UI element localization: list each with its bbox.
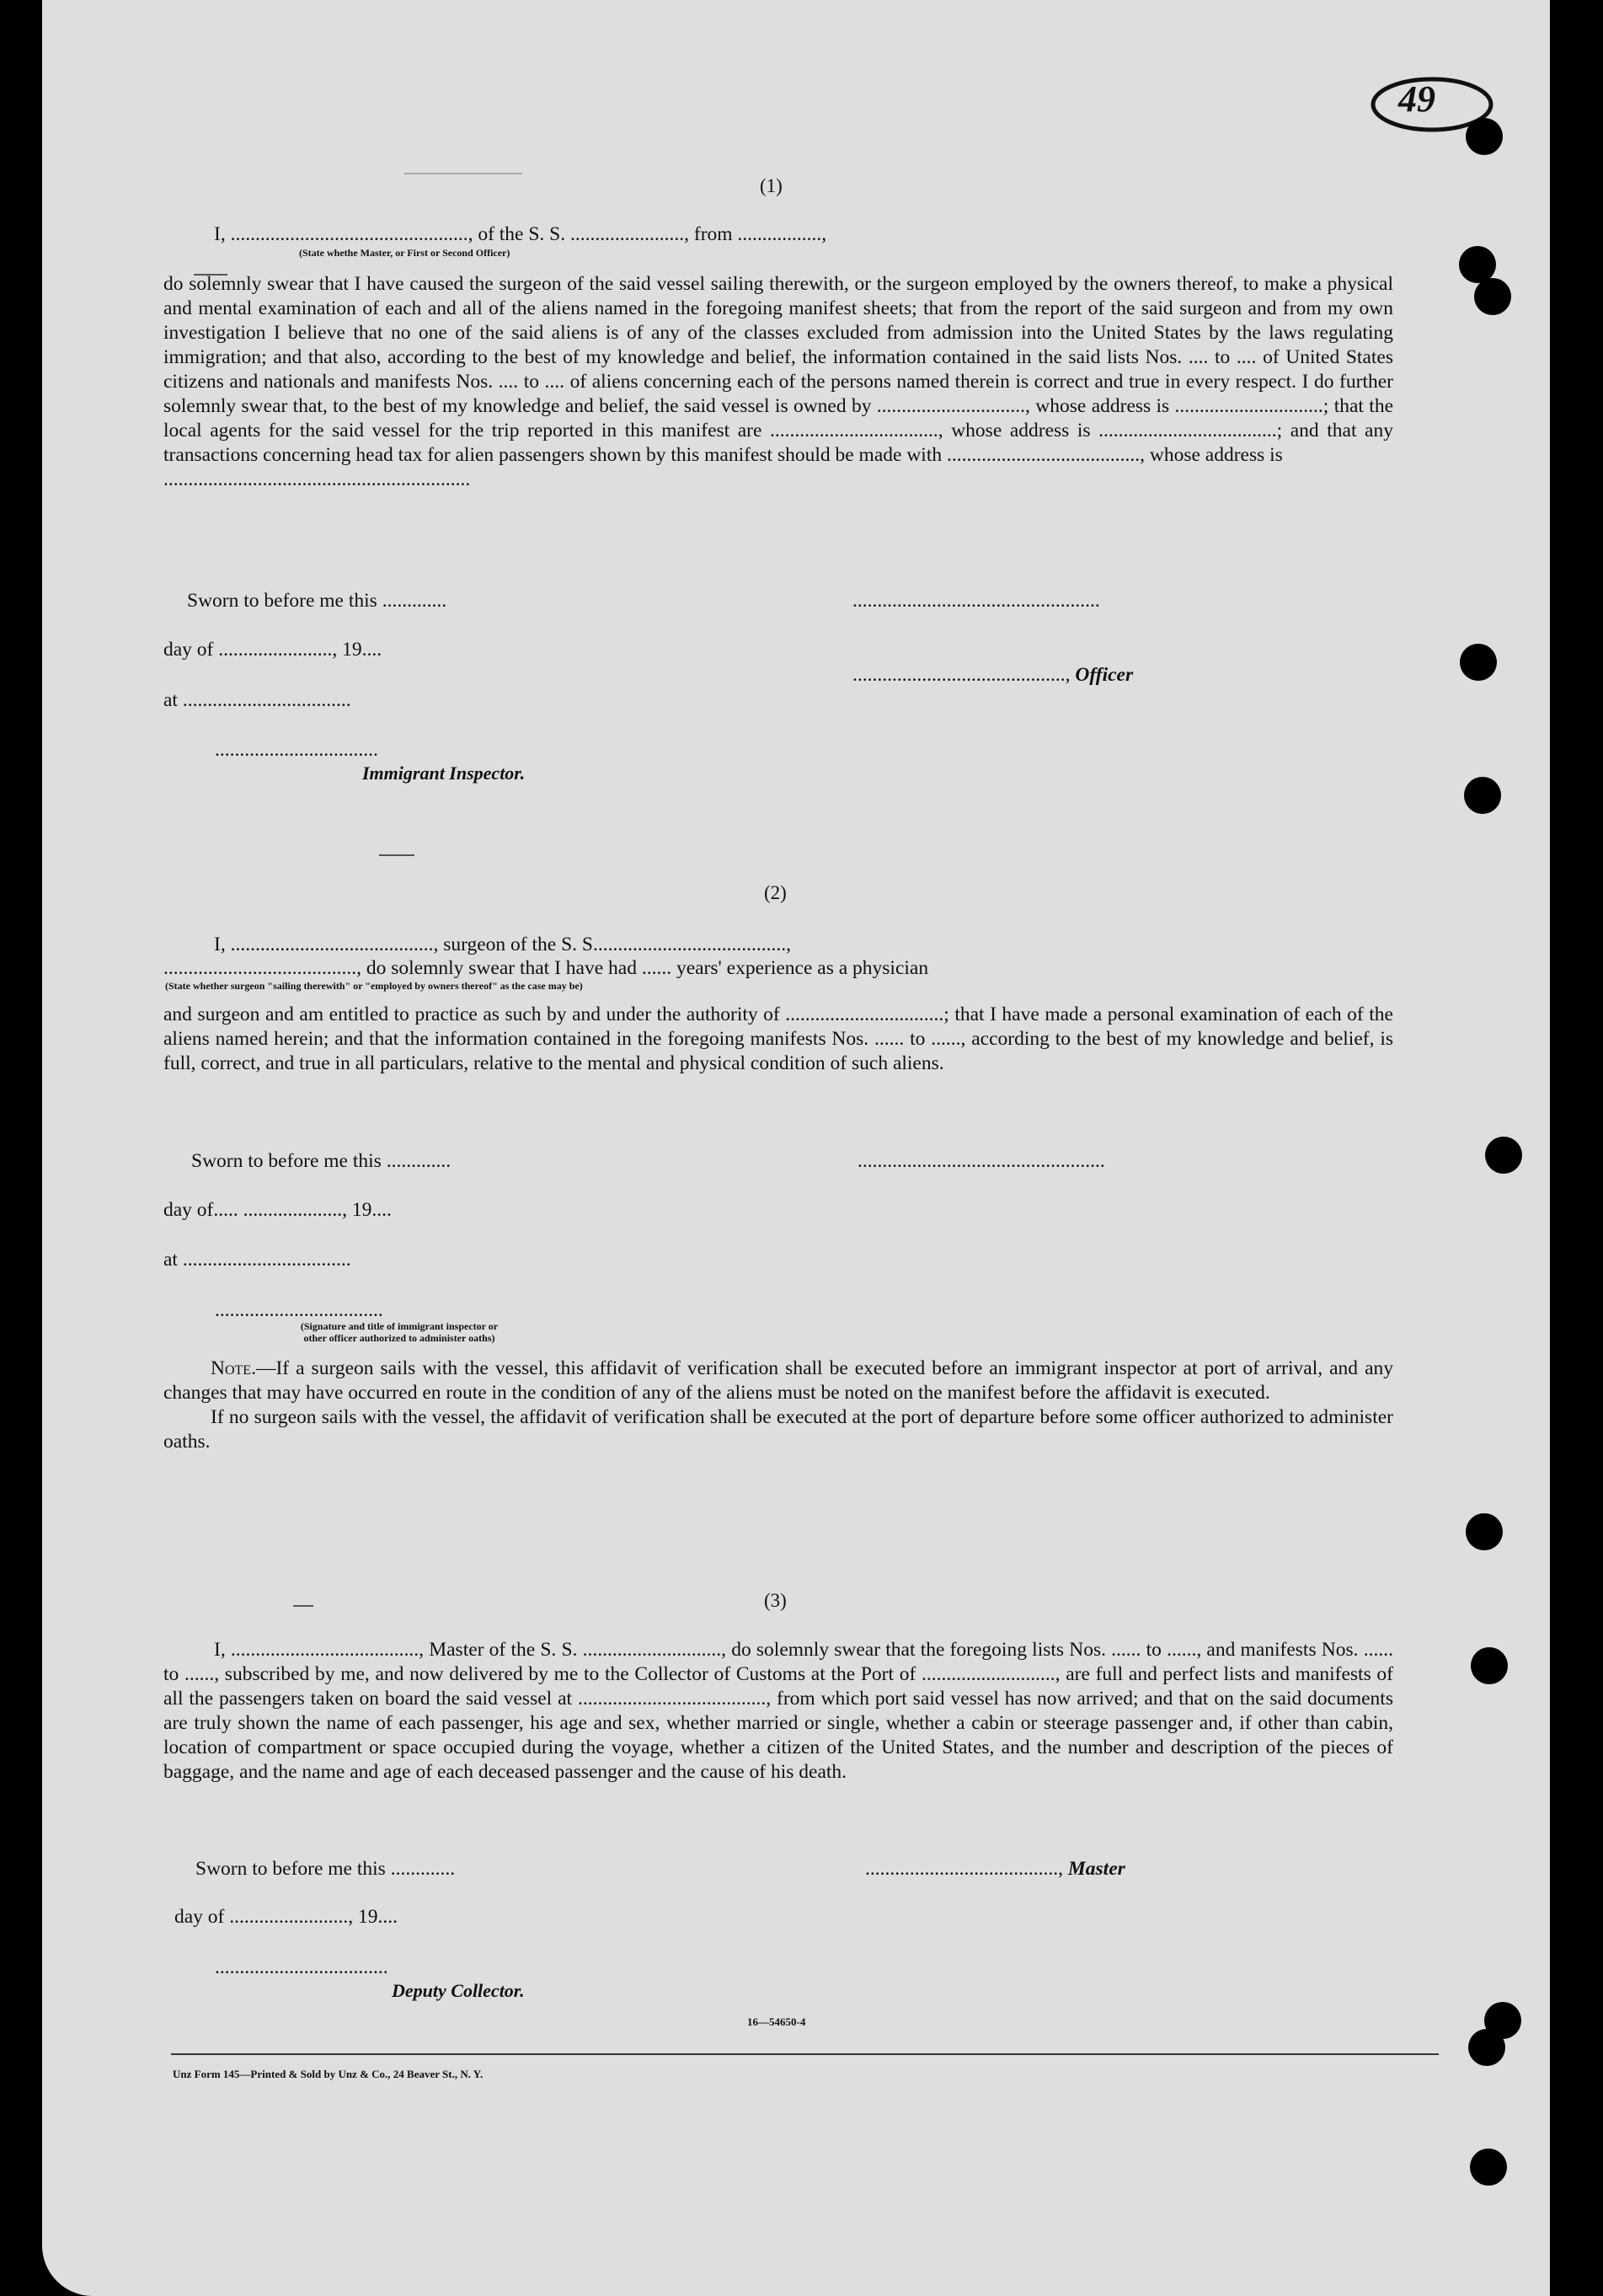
section-2-signature-line: .................................................. bbox=[858, 1150, 1105, 1172]
footer-imprint: Unz Form 145—Printed & Sold by Unz & Co., 24 Beaver St., N. Y. bbox=[173, 2068, 484, 2080]
section-3-master-line bbox=[865, 1858, 1125, 1881]
section-2-day-of: day of..... ...................., 19.... bbox=[163, 1199, 392, 1221]
note-label: Note. bbox=[211, 1357, 256, 1379]
section-3-paragraph: I, ......................................, Master of the S. S. ............................, do solemnly swear that the foregoing lists Nos. ...... to ......, and manifests Nos. ...... to ......, subscribed by me, and now delivered by me to the Collector of Customs at the Port of ..........................., are full and perfect lists and manifests of all the passengers taken on board the said vessel at ......................................, from which port said vessel has now arrived; and that on the said documents are truly shown the name of each passenger, his age and sex, whether married or single, whether a cabin or steerage passenger and, if other than cabin, location of compartment or space occupied during the voyage, whether a citizen of the United States, and the number and description of the pieces of baggage, and the name and age of each deceased passenger and the cause of his death. bbox=[163, 1639, 1393, 1783]
binder-hole bbox=[1471, 1647, 1508, 1684]
binder-hole bbox=[1466, 1513, 1503, 1550]
faint-mark bbox=[293, 1605, 313, 1607]
section-1-paragraph-tail: .............................................................. bbox=[163, 468, 471, 490]
section-1-officer-line bbox=[852, 664, 1133, 687]
section-3-number: (3) bbox=[764, 1590, 787, 1611]
binder-hole bbox=[1485, 1137, 1522, 1174]
binder-hole bbox=[1474, 278, 1511, 315]
section-1-inspector-dots: ................................. bbox=[215, 739, 378, 761]
master-dots: ......................................., bbox=[865, 1858, 1068, 1880]
section-1-signature-line: .................................................. bbox=[852, 590, 1100, 612]
section-2-opening-line: I, ........................................., surgeon of the S. S......................................., bbox=[214, 934, 791, 955]
note-text-1: —If a surgeon sails with the vessel, this affidavit of verification shall be executed before an immigrant inspector at port of arrival, and any changes that may have occurred en route in the condition of any of the aliens must be noted on the manifest before the affidavit is executed. bbox=[163, 1357, 1393, 1404]
sig-note-line-1: (Signature and title of immigrant inspector or bbox=[300, 1320, 499, 1332]
form-page bbox=[42, 0, 1550, 2296]
faint-mark bbox=[404, 173, 522, 174]
section-1-paragraph: do solemnly swear that I have caused the surgeon of the said vessel sailing therewith, or the surgeon employed by the owners thereof, to make a physical and mental examination of each and all of the aliens named in the foregoing manifest sheets; that from the report of the said surgeon and from my own investigation I believe that no one of the said aliens is of any of the classes excluded from admission into the United States by the laws regulating immigration; and that also, according to the best of my knowledge and belief, the information contained in the said lists Nos. .... to .... of United States citizens and nationals and manifests Nos. .... to .... of aliens concerning each of the persons named therein is correct and true in every respect. I do further solemnly swear that, to the best of my knowledge and belief, the said vessel is owned by .............................., whose address is ..............................; that the local agents for the said vessel for the trip reported in this manifest are .................................., whose address is ....................................; and that any transactions concerning head tax for alien passengers shown by this manifest should be made with ......................................., whose address is bbox=[163, 273, 1393, 466]
section-3-collector-label: Deputy Collector. bbox=[392, 1980, 525, 2001]
section-1-inspector-label: Immigrant Inspector. bbox=[362, 763, 526, 784]
section-1-sworn: Sworn to before me this ............. bbox=[187, 590, 447, 612]
section-2-number: (2) bbox=[764, 882, 787, 903]
section-1-oath-text bbox=[163, 272, 1393, 492]
section-1-day-of: day of ......................., 19.... bbox=[163, 639, 382, 661]
section-2-signature-note bbox=[239, 1320, 559, 1344]
section-3-sworn: Sworn to before me this ............. bbox=[195, 1858, 456, 1880]
binder-hole bbox=[1464, 777, 1501, 814]
section-2-signature-dots: .................................. bbox=[215, 1299, 383, 1321]
section-2-sworn: Sworn to before me this ............. bbox=[191, 1150, 452, 1172]
section-1-at: at .................................. bbox=[163, 689, 351, 711]
section-3-oath-text bbox=[163, 1638, 1393, 1785]
section-2-paragraph: and surgeon and am entitled to practice as such by and under the authority of ................................; that I have made a personal examination of each of the aliens named herein; and that the information contained in the foregoing manifests Nos. ...... to ......, according to the best of my knowledge and belief, is full, correct, and true in all particulars, relative to the mental and physical condition of such aliens. bbox=[163, 1003, 1393, 1074]
section-2-at: at .................................. bbox=[163, 1249, 351, 1271]
note-paragraph-2: If no surgeon sails with the vessel, the affidavit of verification shall be executed at the port of departure before some officer authorized to administer oaths. bbox=[163, 1406, 1393, 1453]
section-1-officer-note: (State whethe Master, or First or Second Officer) bbox=[299, 247, 510, 259]
corner-number: 49 bbox=[1398, 78, 1435, 120]
section-1-number: (1) bbox=[760, 175, 783, 196]
section-2-oath-text bbox=[163, 1003, 1393, 1076]
note-paragraph-1 bbox=[163, 1357, 1393, 1405]
officer-dots: ..........................................., bbox=[852, 664, 1076, 686]
footer-rule bbox=[171, 2053, 1439, 2055]
form-number: 16—54650-4 bbox=[747, 2015, 806, 2028]
faint-mark bbox=[379, 854, 414, 856]
section-2-note bbox=[163, 1357, 1393, 1454]
binder-hole bbox=[1470, 2149, 1507, 2186]
section-2-second-line: ......................................., do solemnly swear that I have had ...... years' experience as a physician bbox=[163, 957, 929, 979]
sig-note-line-2: other officer authorized to administer oaths) bbox=[303, 1332, 495, 1344]
binder-hole bbox=[1468, 2029, 1505, 2066]
section-3-day-of: day of ........................, 19.... bbox=[174, 1906, 398, 1928]
binder-hole bbox=[1460, 644, 1497, 681]
master-label: Master bbox=[1067, 1858, 1125, 1880]
section-3-collector-dots: ................................... bbox=[215, 1956, 388, 1978]
section-1-opening-line: I, ................................................, of the S. S. ......................., from ................., bbox=[214, 223, 827, 245]
binder-hole bbox=[1466, 118, 1503, 155]
section-2-surgeon-note: (State whether surgeon "sailing therewith" or "employed by owners thereof" as the case may be) bbox=[165, 980, 583, 992]
officer-label: Officer bbox=[1075, 664, 1134, 686]
